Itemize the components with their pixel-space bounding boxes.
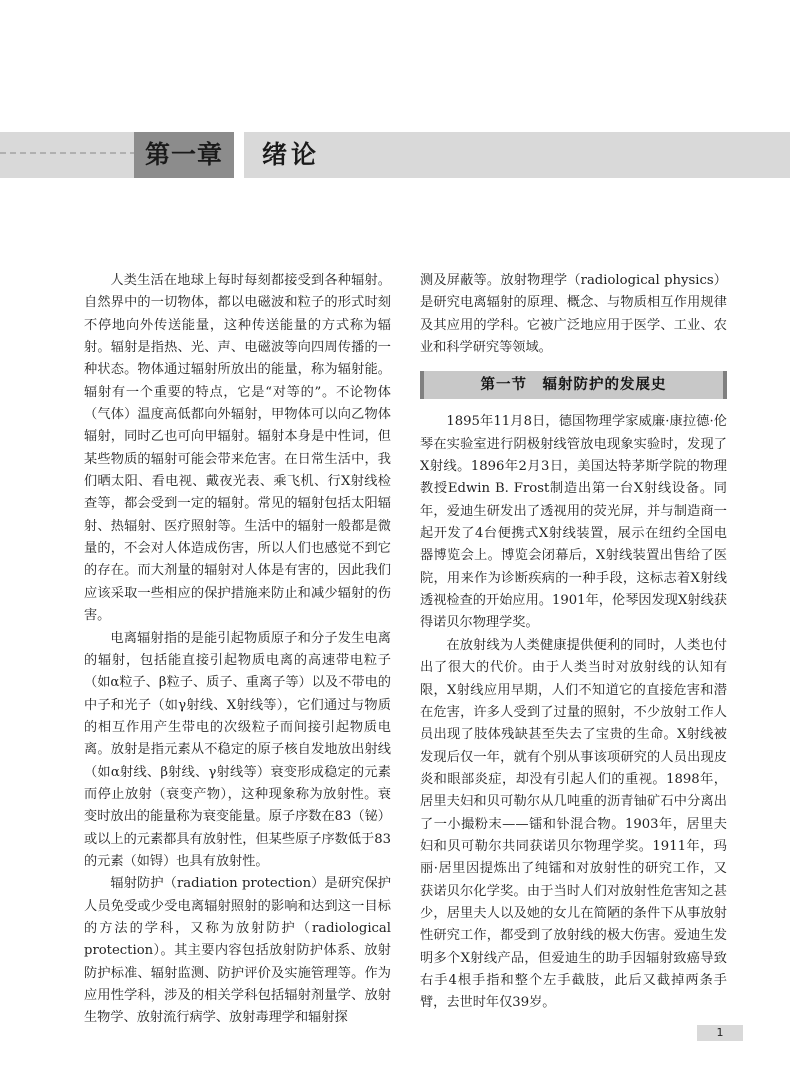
left-column <box>84 270 391 1030</box>
paragraph: 在放射线为人类健康提供便利的同时，人类也付出了很大的代价。由于人类当时对放射线的认知有限，X射线应用早期，人们不知道它的直接危害和潜在危害，许多人受到了过量的照射，不少放射工作人员出现了肢体残缺甚至失去了宝贵的生命。X射线被发现后仅一年，就有个别从事该项研究的人员出现皮炎和眼部炎症，却没有引起人们的重视。1898年，居里夫妇和贝可勒尔从几吨重的沥青铀矿石中分离出了一小撮粉末——镭和钋混合物。1903年，居里夫妇和贝可勒尔共同获诺贝尔物理学奖。1911年，玛丽·居里因提炼出了纯镭和对放射性的研究工作，又获诺贝尔化学奖。由于当时人们对放射性危害知之甚少，居里夫人以及她的女儿在简陋的条件下从事放射性研究工作，都受到了放射线的极大伤害。爱迪生发明多个X射线产品，但爱迪生的助手因辐射致癌导致右手4根手指和整个左手截肢，此后又截掉两条手臂，去世时年仅39岁。 <box>420 637 727 1011</box>
right-column <box>420 270 727 1015</box>
section-heading: 第一节 辐射防护的发展史 <box>420 371 727 399</box>
chapter-number: 第一章 <box>134 132 234 178</box>
page-number: 1 <box>697 1025 743 1041</box>
paragraph-continuation: 测及屏蔽等。放射物理学（radiological physics）是研究电离辐射的原理、概念、与物质相互作用规律及其应用的学科。它被广泛地应用于医学、工业、农业和科学研究等领域。 <box>420 273 727 356</box>
chapter-title: 绪论 <box>262 140 321 169</box>
paragraph: 人类生活在地球上每时每刻都接受到各种辐射。自然界中的一切物体，都以电磁波和粒子的形式时刻不停地向外传送能量，这种传送能量的方式称为辐射。辐射是指热、光、声、电磁波等向四周传播的一种状态。物体通过辐射所放出的能量，称为辐射能。辐射有一个重要的特点，它是“对等的”。不论物体（气体）温度高低都向外辐射，甲物体可以向乙物体辐射，同时乙也可向甲辐射。辐射本身是中性词，但某些物质的辐射可能会带来危害。在日常生活中，我们晒太阳、看电视、戴夜光表、乘飞机、行X射线检查等，都会受到一定的辐射。常见的辐射包括太阳辐射、热辐射、医疗照射等。生活中的辐射一般都是微量的，不会对人体造成伤害，所以人们也感觉不到它的存在。而大剂量的辐射对人体是有害的，因此我们应该采取一些相应的保护措施来防止和减少辐射的伤害。 <box>84 273 391 624</box>
header-dashed-rule <box>0 152 140 154</box>
chapter-header <box>0 132 790 178</box>
paragraph: 辐射防护（radiation protection）是研究保护人员免受或少受电离辐射照射的影响和达到这一目标的方法的学科，又称为放射防护（radiological protection）。其主要内容包括放射防护体系、放射防护标准、辐射监测、防护评价及实施管理等。作为应用性学科，涉及的相关学科包括辐射剂量学、放射生物学、放射流行病学、放射毒理学和辐射探 <box>84 876 391 1026</box>
paragraph: 电离辐射指的是能引起物质原子和分子发生电离的辐射，包括能直接引起物质电离的高速带电粒子（如α粒子、β粒子、质子、重离子等）以及不带电的中子和光子（如γ射线、X射线等），它们通过与物质的相互作用产生带电的次级粒子而间接引起物质电离。放射是指元素从不稳定的原子核自发地放出射线（如α射线、β射线、γ射线等）衰变形成稳定的元素而停止放射（衰变产物），这种现象称为放射性。衰变时放出的能量称为衰变能量。原子序数在83（铋）或以上的元素都具有放射性，但某些原子序数低于83的元素（如锝）也具有放射性。 <box>84 630 391 869</box>
paragraph: 1895年11月8日，德国物理学家威廉·康拉德·伦琴在实验室进行阴极射线管放电现象实验时，发现了X射线。1896年2月3日，美国达特茅斯学院的物理教授Edwin B. Frost制造出第一台X射线设备。同年，爱迪生研发出了透视用的荧光屏，并与制造商一起开发了4台便携式X射线装置，展示在纽约全国电器博览会上。博览会闭幕后，X射线装置出售给了医院，用来作为诊断疾病的一种手段，这标志着X射线透视检查的开始应用。1901年，伦琴因发现X射线获得诺贝尔物理学奖。 <box>420 414 727 631</box>
chapter-separator <box>234 132 244 178</box>
